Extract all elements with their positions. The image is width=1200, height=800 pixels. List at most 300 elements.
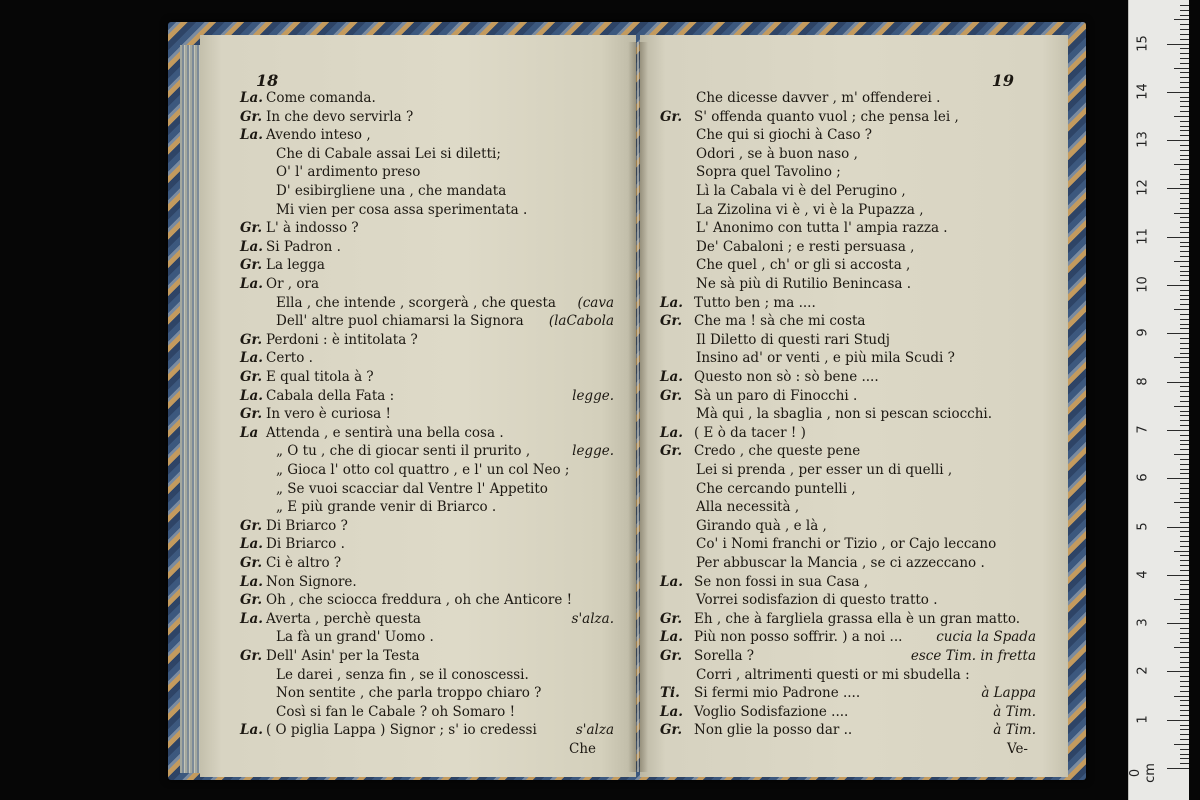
ruler-tick <box>1180 232 1189 233</box>
stage-direction: s'alza. <box>571 610 614 627</box>
ruler-tick <box>1180 536 1189 537</box>
stage-direction: à Tim. <box>993 722 1036 739</box>
line-text: La legga <box>266 257 325 274</box>
ruler-tick <box>1180 386 1189 387</box>
line-text: Mà qui , la sbaglia , non si pescan sciocchi. <box>696 406 993 423</box>
ruler-tick <box>1180 531 1189 532</box>
line-text: Co' i Nomi franchi or Tizio , or Cajo leccano <box>696 536 997 553</box>
line-text: Tutto ben ; ma .... <box>694 294 816 311</box>
ruler-tick <box>1174 454 1189 455</box>
measuring-ruler <box>1128 0 1189 800</box>
ruler-tick <box>1180 159 1189 160</box>
ruler-tick <box>1174 744 1189 745</box>
speaker-label: Gr. <box>240 220 263 237</box>
ruler-tick <box>1180 488 1189 489</box>
text-line <box>200 554 636 572</box>
ruler-number: 12 <box>1135 179 1151 197</box>
text-line <box>200 312 636 330</box>
ruler-tick <box>1180 150 1189 151</box>
ruler-tick <box>1180 29 1189 30</box>
ruler-tick <box>1180 10 1189 11</box>
ruler-number: 3 <box>1135 618 1151 627</box>
ruler-tick <box>1180 106 1189 107</box>
line-text: Oh , che sciocca freddura , oh che Anticore ! <box>266 592 573 609</box>
stage-direction: s'alza <box>575 722 614 739</box>
stage-direction: à Tim. <box>993 703 1036 720</box>
line-text: Certo . <box>266 350 313 367</box>
ruler-tick <box>1180 754 1189 755</box>
ruler-tick <box>1167 237 1189 238</box>
line-text: Le darei , senza fin , se il conoscessi. <box>276 666 529 683</box>
speaker-label: Gr. <box>240 369 263 385</box>
ruler-tick <box>1180 324 1189 325</box>
ruler-tick <box>1180 444 1189 445</box>
ruler-tick <box>1180 396 1189 397</box>
ruler-tick <box>1180 155 1189 156</box>
ruler-tick <box>1174 406 1189 407</box>
ruler-tick <box>1180 638 1189 639</box>
speaker-label: Gr. <box>240 331 263 348</box>
line-text: Così si fan le Cabale ? oh Somaro ! <box>276 703 515 720</box>
ruler-tick <box>1180 48 1189 49</box>
ruler-tick <box>1180 246 1189 247</box>
text-line <box>640 145 1068 163</box>
ruler-tick <box>1180 555 1189 556</box>
ruler-tick <box>1180 328 1189 329</box>
line-text: „ Gioca l' otto col quattro , e l' un col Neo ; <box>276 462 570 478</box>
speaker-label: Gr. <box>660 443 683 460</box>
ruler-unit-label: 0 cm <box>1128 763 1158 783</box>
ruler-tick <box>1180 111 1189 112</box>
ruler-tick <box>1174 19 1189 20</box>
line-text: Eh , che à fargliela grassa ella è un gran matto. <box>694 610 1020 627</box>
book-gutter <box>628 42 648 772</box>
line-text: „ E più grande venir di Briarco . <box>276 499 497 516</box>
catchword-left: Che <box>568 741 596 757</box>
speaker-label: Gr. <box>240 108 263 125</box>
ruler-tick <box>1180 24 1189 25</box>
stage-direction: (laCabola <box>548 313 614 330</box>
ruler-tick <box>1167 382 1189 383</box>
ruler-tick <box>1180 179 1189 180</box>
speaker-label: Gr. <box>240 555 263 571</box>
ruler-tick <box>1174 213 1189 214</box>
line-text: Lei si prenda , per esser un di quelli , <box>696 462 953 478</box>
line-text: ( O piglia Lappa ) Signor ; s' io credessi <box>266 722 537 739</box>
ruler-number: 8 <box>1135 376 1151 386</box>
text-line <box>200 238 636 256</box>
line-text: Perdoni : è intitolata ? <box>266 331 418 348</box>
ruler-tick <box>1180 522 1189 523</box>
line-text: De' Cabaloni ; e resti persuasa , <box>696 238 915 255</box>
ruler-number: 1 <box>1135 715 1151 724</box>
line-text: Non Signore. <box>266 573 357 590</box>
line-text: Per abbuscar la Mancia , se ci azzeccano . <box>696 555 985 571</box>
text-line <box>640 721 1068 739</box>
line-text: Insino ad' or venti , e più mila Scudi ? <box>696 350 955 367</box>
line-text: Avendo inteso , <box>266 127 371 144</box>
page-number-left: 18 <box>256 71 279 90</box>
ruler-tick <box>1180 184 1189 185</box>
line-text: Che quel , ch' or gli si accosta , <box>696 257 911 274</box>
ruler-tick <box>1180 541 1189 542</box>
line-text: Ne sà più di Rutilio Benincasa . <box>696 276 911 292</box>
speaker-label: Ti. <box>660 685 680 702</box>
text-line <box>200 628 636 646</box>
text-line <box>640 219 1068 237</box>
text-line <box>640 312 1068 330</box>
ruler-tick <box>1180 101 1189 102</box>
ruler-tick <box>1167 720 1189 721</box>
text-line <box>640 89 1068 107</box>
line-text: Sopra quel Tavolino ; <box>696 164 841 181</box>
text-line <box>640 238 1068 256</box>
page-edges <box>180 45 202 773</box>
ruler-tick <box>1180 275 1189 276</box>
ruler-tick <box>1180 319 1189 320</box>
ruler-tick <box>1180 304 1189 305</box>
text-line <box>200 684 636 702</box>
text-line <box>640 126 1068 144</box>
line-text: Attenda , e sentirà una bella cosa . <box>266 424 504 441</box>
line-text: Ella , che intende , scorgerà , che questa <box>276 294 556 311</box>
text-line <box>200 666 636 684</box>
ruler-tick <box>1180 77 1189 78</box>
ruler-tick <box>1180 377 1189 378</box>
text-line <box>640 610 1068 628</box>
ruler-number: 6 <box>1135 473 1151 482</box>
text-line <box>200 349 636 367</box>
ruler-tick <box>1180 97 1189 98</box>
stage-direction: à Lappa <box>981 685 1036 702</box>
text-line <box>200 163 636 181</box>
line-text: O' l' ardimento preso <box>276 164 421 181</box>
ruler-tick <box>1180 222 1189 223</box>
line-text: Di Briarco ? <box>266 517 348 534</box>
speaker-label: Gr. <box>240 257 263 274</box>
ruler-tick <box>1180 58 1189 59</box>
ruler-tick <box>1167 285 1189 286</box>
text-line <box>200 145 636 163</box>
right-page <box>640 35 1068 777</box>
speaker-label: Gr. <box>240 648 263 664</box>
ruler-tick <box>1180 367 1189 368</box>
speaker-label: La. <box>240 536 263 553</box>
text-line <box>200 126 636 144</box>
ruler-tick <box>1180 121 1189 122</box>
page-number-right: 19 <box>991 71 1014 90</box>
line-text: Or , ora <box>266 276 320 292</box>
text-line <box>200 182 636 200</box>
text-line <box>640 498 1068 516</box>
text-line <box>200 647 636 665</box>
ruler-tick <box>1167 44 1189 45</box>
text-line <box>200 368 636 386</box>
ruler-tick <box>1180 193 1189 194</box>
speaker-label: La. <box>240 573 263 590</box>
line-text: Girando quà , e là , <box>696 517 827 534</box>
line-text: Cabala della Fata : <box>266 387 395 404</box>
ruler-tick <box>1174 599 1189 600</box>
line-text: D' esibirgliene una , che mandata <box>276 183 507 199</box>
ruler-tick <box>1180 570 1189 571</box>
text-line <box>640 666 1068 684</box>
ruler-number: 15 <box>1135 34 1151 52</box>
line-text: Averta , perchè questa <box>266 610 421 627</box>
line-text: ( E ò da tacer ! ) <box>694 424 806 441</box>
stage-direction: legge. <box>572 443 614 460</box>
speaker-label: La. <box>660 294 683 311</box>
text-line <box>640 108 1068 126</box>
line-text: Sorella ? <box>694 648 755 664</box>
ruler-tick <box>1180 498 1189 499</box>
ruler-tick <box>1180 130 1189 131</box>
text-line <box>640 201 1068 219</box>
ruler-tick <box>1174 164 1189 165</box>
ruler-tick <box>1180 749 1189 750</box>
line-text: Che cercando puntelli , <box>696 480 856 497</box>
ruler-number: 5 <box>1135 521 1151 531</box>
line-text: Il Diletto di questi rari Studj <box>696 331 890 348</box>
line-text: Non sentite , che parla troppo chiaro ? <box>276 685 542 702</box>
text-line <box>200 442 636 460</box>
text-line <box>640 368 1068 386</box>
ruler-tick <box>1180 459 1189 460</box>
ruler-tick <box>1180 725 1189 726</box>
ruler-tick <box>1174 551 1189 552</box>
line-text: Alla necessità , <box>696 499 800 516</box>
ruler-tick <box>1180 415 1189 416</box>
ruler-tick <box>1180 251 1189 252</box>
stage-direction: esce Tim. in fretta <box>910 648 1036 664</box>
line-text: „ Se vuoi scacciar dal Ventre l' Appetito <box>276 480 548 497</box>
ruler-tick <box>1180 507 1189 508</box>
ruler-tick <box>1180 34 1189 35</box>
line-text: Che dicesse davver , m' offenderei . <box>696 90 941 106</box>
text-line <box>200 275 636 293</box>
line-text: Lì la Cabala vi è del Perugino , <box>696 183 906 199</box>
text-line <box>200 610 636 628</box>
ruler-tick <box>1174 68 1189 69</box>
text-line <box>640 294 1068 312</box>
ruler-tick <box>1167 140 1189 141</box>
ruler-tick <box>1180 642 1189 643</box>
text-line <box>200 294 636 312</box>
text-line <box>200 331 636 349</box>
ruler-tick <box>1180 469 1189 470</box>
text-line <box>200 535 636 553</box>
ruler-tick <box>1167 671 1189 672</box>
text-line <box>640 256 1068 274</box>
ruler-tick <box>1180 135 1189 136</box>
ruler-tick <box>1180 628 1189 629</box>
ruler-tick <box>1180 681 1189 682</box>
ruler-tick <box>1180 227 1189 228</box>
ruler-tick <box>1180 362 1189 363</box>
ruler-tick <box>1180 758 1189 759</box>
text-line <box>200 405 636 423</box>
ruler-tick <box>1180 691 1189 692</box>
line-text: Di Briarco . <box>266 536 345 553</box>
speaker-label: Gr. <box>660 387 683 404</box>
ruler-tick <box>1180 420 1189 421</box>
ruler-number: 9 <box>1135 328 1151 337</box>
ruler-tick <box>1167 478 1189 479</box>
ruler-tick <box>1180 464 1189 465</box>
speaker-label: La. <box>240 722 263 739</box>
speaker-label: Gr. <box>660 610 683 627</box>
ruler-tick <box>1180 560 1189 561</box>
speaker-label: La. <box>660 573 683 590</box>
text-line <box>200 721 636 739</box>
ruler-tick <box>1180 657 1189 658</box>
catchword-right: Ve- <box>1006 741 1028 757</box>
line-text: Che ma ! sà che mi costa <box>694 313 866 330</box>
text-line <box>640 442 1068 460</box>
ruler-tick <box>1174 696 1189 697</box>
ruler-tick <box>1167 333 1189 334</box>
line-text: Sà un paro di Finocchi . <box>694 387 858 404</box>
ruler-tick <box>1180 271 1189 272</box>
text-line <box>640 647 1068 665</box>
ruler-tick <box>1180 652 1189 653</box>
ruler-tick <box>1174 116 1189 117</box>
speaker-label: La. <box>240 387 263 404</box>
text-line <box>640 684 1068 702</box>
text-line <box>640 182 1068 200</box>
ruler-tick <box>1180 676 1189 677</box>
stage-direction: legge. <box>572 387 614 404</box>
ruler-tick <box>1180 440 1189 441</box>
ruler-tick <box>1174 261 1189 262</box>
speaker-label: La. <box>240 238 263 255</box>
ruler-tick <box>1180 126 1189 127</box>
line-text: Voglio Sodisfazione .... <box>694 703 849 720</box>
speaker-label: Gr. <box>240 592 263 609</box>
ruler-tick <box>1167 430 1189 431</box>
ruler-tick <box>1180 15 1189 16</box>
ruler-number: 14 <box>1135 83 1151 100</box>
ruler-tick <box>1180 39 1189 40</box>
line-text: Vorrei sodisfazion di questo tratto . <box>696 592 938 609</box>
ruler-tick <box>1167 188 1189 189</box>
line-text: Non glie la posso dar .. <box>694 722 853 739</box>
ruler-tick <box>1180 391 1189 392</box>
speaker-label: Gr. <box>660 722 683 739</box>
ruler-tick <box>1180 739 1189 740</box>
line-text: Si fermi mio Padrone .... <box>694 685 861 702</box>
line-text: Corri , altrimenti questi or mi sbudella : <box>696 666 970 683</box>
line-text: Se non fossi in sua Casa , <box>694 573 869 590</box>
ruler-tick <box>1180 208 1189 209</box>
line-text: In vero è curiosa ! <box>266 406 391 423</box>
text-line <box>640 275 1068 293</box>
ruler-tick <box>1180 299 1189 300</box>
ruler-tick <box>1180 72 1189 73</box>
speaker-label: La. <box>240 610 263 627</box>
ruler-tick <box>1180 63 1189 64</box>
ruler-tick <box>1180 203 1189 204</box>
ruler-tick <box>1180 594 1189 595</box>
ruler-tick <box>1180 280 1189 281</box>
ruler-tick <box>1180 589 1189 590</box>
ruler-tick <box>1174 647 1189 648</box>
ruler-number: 13 <box>1135 131 1151 148</box>
line-text: Che qui si giochi à Caso ? <box>696 127 873 144</box>
ruler-tick <box>1180 87 1189 88</box>
text-line <box>200 219 636 237</box>
ruler-tick <box>1180 425 1189 426</box>
ruler-tick <box>1180 565 1189 566</box>
ruler-tick <box>1180 710 1189 711</box>
speaker-label: Gr. <box>240 517 263 534</box>
line-text: Più non posso soffrir. ) a noi ... <box>694 629 903 646</box>
ruler-tick <box>1180 473 1189 474</box>
text-line <box>640 387 1068 405</box>
ruler-tick <box>1180 449 1189 450</box>
left-page <box>200 35 636 777</box>
ruler-tick <box>1180 353 1189 354</box>
ruler-tick <box>1180 198 1189 199</box>
ruler-tick <box>1180 435 1189 436</box>
ruler-tick <box>1180 483 1189 484</box>
ruler-tick <box>1180 662 1189 663</box>
line-text: S' offenda quanto vuol ; che pensa lei , <box>694 108 959 125</box>
ruler-number: 11 <box>1135 227 1151 245</box>
ruler-tick <box>1180 763 1189 764</box>
line-text: Questo non sò : sò bene .... <box>694 369 879 385</box>
line-text: Dell' altre puol chiamarsi la Signora <box>276 313 524 330</box>
speaker-label: La. <box>240 350 263 367</box>
ruler-tick <box>1180 609 1189 610</box>
text-line <box>200 89 636 107</box>
text-line <box>640 424 1068 442</box>
line-text: La fà un grand' Uomo . <box>276 629 434 646</box>
text-line <box>640 405 1068 423</box>
ruler-tick <box>1180 343 1189 344</box>
speaker-label: La. <box>660 369 683 385</box>
ruler-tick <box>1180 266 1189 267</box>
line-text: „ O tu , che di giocar senti il prurito , <box>276 443 531 460</box>
ruler-number: 10 <box>1135 276 1151 293</box>
ruler-tick <box>1180 348 1189 349</box>
ruler-tick <box>1180 290 1189 291</box>
speaker-label: Gr. <box>660 648 683 664</box>
ruler-tick <box>1180 256 1189 257</box>
text-line <box>200 461 636 479</box>
ruler-tick <box>1180 584 1189 585</box>
text-line <box>640 554 1068 572</box>
text-line <box>200 387 636 405</box>
ruler-tick <box>1180 493 1189 494</box>
ruler-tick <box>1180 633 1189 634</box>
ruler-tick <box>1180 5 1189 6</box>
text-line <box>200 703 636 721</box>
line-text: Che di Cabale assai Lei si diletti; <box>276 145 501 162</box>
text-line <box>640 163 1068 181</box>
text-line <box>640 628 1068 646</box>
ruler-tick <box>1180 217 1189 218</box>
text-line <box>640 591 1068 609</box>
text-line <box>200 424 636 442</box>
ruler-tick <box>1180 372 1189 373</box>
ruler-tick <box>1174 502 1189 503</box>
ruler-number: 2 <box>1135 666 1151 676</box>
ruler-tick <box>1180 715 1189 716</box>
ruler-tick <box>1180 613 1189 614</box>
line-text: Dell' Asin' per la Testa <box>266 648 420 664</box>
text-line <box>200 591 636 609</box>
